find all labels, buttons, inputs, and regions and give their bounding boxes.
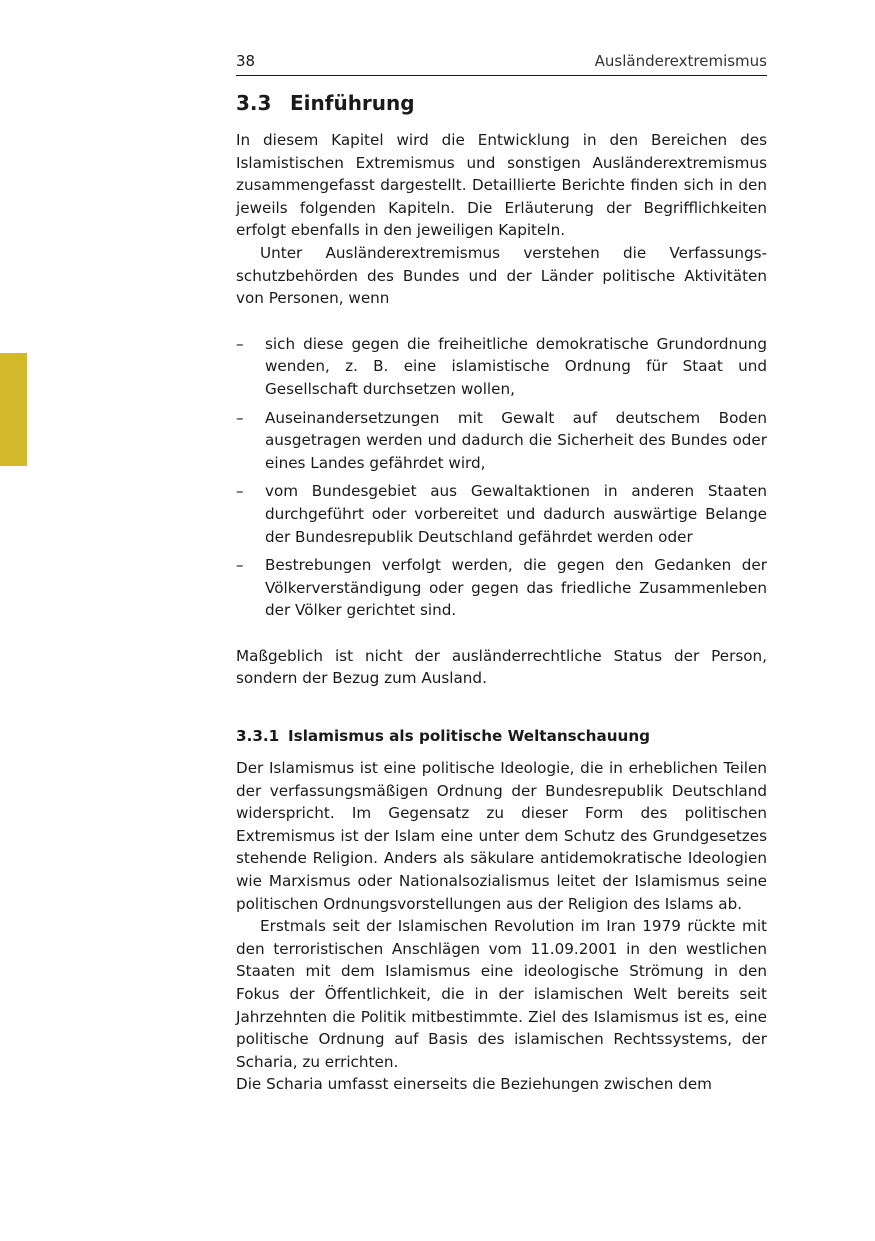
- subsection-heading: [236, 724, 767, 748]
- list-item: [236, 333, 767, 401]
- list-item: [236, 480, 767, 548]
- section-number: 3.3: [236, 91, 272, 115]
- section-heading: [236, 88, 767, 118]
- subsection-paragraph-3: Die Scharia umfasst einerseits die Beziehungen zwischen dem: [236, 1075, 712, 1094]
- list-item: [236, 554, 767, 622]
- bullet-dash: –: [236, 408, 244, 427]
- section-paragraph-3: Maßgeblich ist nicht der ausländerrechtliche Status der Person, sondern der Bezug zum Ausland.: [236, 646, 767, 688]
- subsection-paragraph-2: Erstmals seit der Islamischen Revolution im Iran 1979 rückte mit den terroristischen Anschlägen vom 11.09.2001 in den westlichen Staaten mit dem Islamismus eine ideologische Strömung in den Fokus der Öffentlichkeit, die in der islamischen Welt bereits seit Jahrzehnten die Politik mitbestimmte. Ziel des Islamismus ist es, eine politische Ordnung auf Basis des islamischen Rechtssystems, der Scharia, zu errichten.: [236, 917, 767, 1071]
- subsection-number: 3.3.1: [236, 727, 280, 746]
- section-paragraph-1: In diesem Kapitel wird die Entwicklung in den Bereichen des Islamistischen Extremismus und sonstigen Ausländerextremismus zusammengefasst dargestellt. Detaillierte Berichte finden sich in den jeweils folgenden Kapiteln. Die Erläuterung der Begrifflichkeiten erfolgt ebenfalls in den jeweiligen Kapiteln.: [236, 131, 767, 240]
- list-item-text: Bestrebungen verfolgt werden, die gegen den Gedanken der Völkerverständigung oder gegen das friedliche Zusammenleben der Völker gerichtet sind.: [265, 556, 767, 620]
- running-title: Ausländerextremismus: [594, 52, 767, 70]
- page-number: 38: [236, 52, 256, 70]
- list-item-text: Auseinandersetzungen mit Gewalt auf deutschem Boden ausgetragen werden und dadurch die Sicherheit des Bundes oder eines Landes gefährdet wird,: [265, 408, 767, 472]
- subsection-paragraph-1: Der Islamismus ist eine politische Ideologie, die in erheblichen Teilen der verfassungsmäßigen Ordnung der Bundesrepublik Deutschland widerspricht. Im Gegensatz zu dieser Form des politischen Extremismus ist der Islam eine unter dem Schutz des Grundgesetzes stehende Religion. Anders als säkulare antidemokratische Ideologien wie Marxismus oder Nationalsozialismus leitet der Islamismus seine politischen Ordnungsvorstellungen aus der Religion des Islams ab.: [236, 759, 767, 913]
- spacer: [236, 690, 767, 724]
- list-item-text: vom Bundesgebiet aus Gewaltaktionen in anderen Staaten durchgeführt oder vorbereitet und dadurch auswärtige Belange der Bundesrepublik Deutschland gefährdet werden oder: [265, 482, 767, 546]
- page-body: [236, 88, 767, 1096]
- page-header: [236, 50, 767, 76]
- subsection-title: Islamismus als politische Weltanschauung: [288, 727, 651, 746]
- section-title: Einführung: [290, 91, 415, 115]
- criteria-list: [236, 333, 767, 622]
- bullet-dash: –: [236, 334, 244, 353]
- section-paragraph-2: Unter Ausländerextremismus verstehen die Verfassungsschutzbehörden des Bundes und der Länder politische Aktivitäten von Personen, wenn: [236, 243, 767, 308]
- chapter-thumb-tab: [0, 353, 27, 466]
- list-item-text: sich diese gegen die freiheitliche demokratische Grundordnung wenden, z. B. eine islamistische Ordnung für Staat und Gesellschaft durchsetzen wollen,: [265, 334, 767, 398]
- bullet-dash: –: [236, 482, 244, 501]
- list-item: [236, 407, 767, 475]
- bullet-dash: –: [236, 556, 244, 575]
